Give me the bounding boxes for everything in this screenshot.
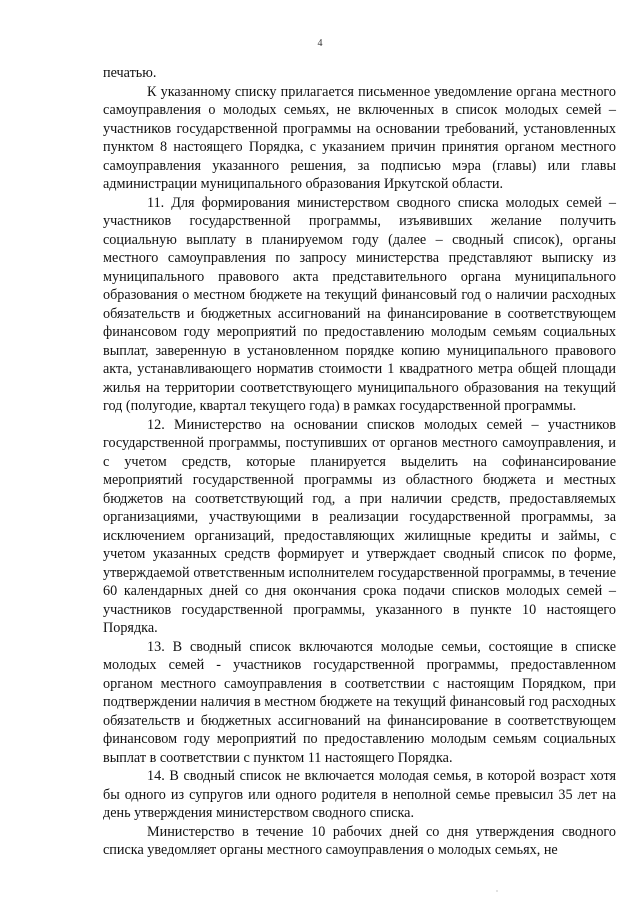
page-number: 4: [317, 38, 323, 49]
paragraph-notification: К указанному списку прилагается письменное уведомление органа местного самоуправления о молодых семьях, не включенных в список молодых семей – участников государственной программы на основании требований, установленных пунктом 8 настоящего Порядка, с указанием причин принятия органом местного самоуправления указанного решения, за подписью мэра (главы) или главы администрации муниципального образования Иркутской области.: [103, 83, 616, 192]
scan-speck: [496, 890, 498, 892]
paragraph-ministry-notice: Министерство в течение 10 рабочих дней со дня утверждения сводного списка уведомляет органы местного самоуправления о молодых семьях, не: [103, 823, 616, 858]
document-body: [103, 64, 616, 860]
paragraph-item-14: 14. В сводный список не включается молодая семья, в которой возраст хотя бы одного из супругов или одного родителя в неполной семье превысил 35 лет на день утверждения министерством сводного списка.: [103, 768, 616, 821]
paragraph-item-11: 11. Для формирования министерством сводного списка молодых семей – участников государственной программы, изъявивших желание получить социальную выплату в планируемом году (далее – сводный список), органы местного самоуправления по запросу министерства представляют выписку из муниципального правового акта представительного органа муниципального образования о местном бюджете на текущий финансовый год о наличии расходных обязательств и бюджетных ассигнований на финансирование в соответствующем финансовом году мероприятий по предоставлению молодым семьям социальных выплат, заверенную в установленном порядке копию муниципального правового акта, устанавливающего норматив стоимости 1 квадратного метра общей площади жилья на территории соответствующего муниципального образования на текущий год (полугодие, квартал текущего года) в рамках государственной программы.: [103, 194, 616, 414]
paragraph-item-13: 13. В сводный список включаются молодые семьи, состоящие в списке молодых семей - участников государственной программы, предоставленном органом местного самоуправления в соответствии с настоящим Порядком, при подтверждении наличия в местном бюджете на текущий финансовый год расходных обязательств и бюджетных ассигнований на финансирование в соответствующем финансовом году мероприятий по предоставлению молодым семьям социальных выплат в соответствии с пунктом 11 настоящего Порядка.: [103, 638, 616, 766]
paragraph-item-12: 12. Министерство на основании списков молодых семей – участников государственной программы, поступивших от органов местного самоуправления, и с учетом средств, которые планируется выделить на софинансирование мероприятий государственной программы из областного бюджета и местных бюджетов на соответствующий год, а при наличии средств, предоставляемых организациями, участвующими в реализации государственной программы, за исключением организаций, предоставляющих жилищные кредиты и займы, с учетом указанных средств формирует и утверждает сводный список по форме, утверждаемой ответственным исполнителем государственной программы, в течение 60 календарных дней со дня окончания срока подачи списков молодых семей – участников государственной программы, указанного в пункте 10 настоящего Порядка.: [103, 416, 616, 636]
paragraph-continuation: печатью.: [103, 65, 157, 81]
